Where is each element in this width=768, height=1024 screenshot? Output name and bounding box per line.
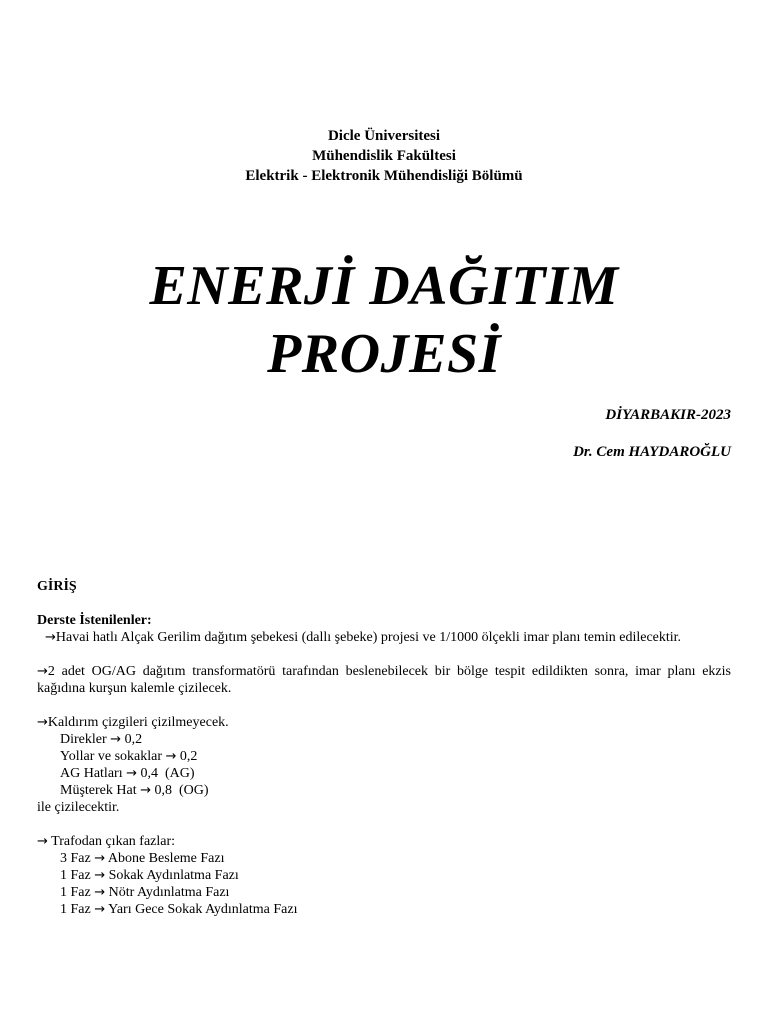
section-heading: GİRİŞ (37, 579, 77, 594)
list-item: 1 Faz → Sokak Aydınlatma Fazı (60, 868, 239, 883)
list-item: 1 Faz → Yarı Gece Sokak Aydınlatma Fazı (60, 902, 298, 917)
paragraph-3-text: Kaldırım çizgileri çizilmeyecek. (47, 715, 229, 730)
institution-header (0, 126, 768, 186)
list-item: 1 Faz → Nötr Aydınlatma Fazı (60, 885, 230, 900)
list-item: Yollar ve sokaklar → 0,2 (60, 749, 198, 764)
title-line-1: ENERJİ DAĞITIM (149, 255, 619, 317)
paragraph-4-text: Trafodan çıkan fazlar: (51, 834, 176, 849)
list-item: Müşterek Hat → 0,8 (OG) (60, 783, 209, 798)
university-name: Dicle Üniversitesi (327, 128, 441, 144)
arrow-icon: → (110, 732, 122, 747)
arrow-icon: → (37, 664, 48, 679)
paragraph-3 (37, 714, 731, 731)
arrow-icon: → (126, 766, 137, 781)
arrow-icon: → (94, 902, 106, 917)
place-year: DİYARBAKIR-2023 (605, 407, 731, 423)
arrow-icon: → (37, 834, 48, 849)
document-body (37, 578, 731, 918)
list-item: 3 Faz → Abone Besleme Fazı (60, 851, 225, 866)
line-width-list (37, 731, 731, 799)
arrow-icon: → (94, 885, 106, 900)
paragraph-1 (37, 629, 731, 646)
document-title (0, 252, 768, 388)
faculty-name: Mühendislik Fakültesi (312, 148, 456, 164)
list-item: Direkler → 0,2 (60, 732, 143, 747)
paragraph-4 (37, 833, 731, 850)
phase-list (37, 850, 731, 918)
arrow-icon: → (140, 783, 151, 798)
list-item: AG Hatları → 0,4 (AG) (60, 766, 195, 781)
arrow-icon: → (45, 630, 56, 645)
paragraph-1-text: Havai hatlı Alçak Gerilim dağıtım şebekesi (dallı şebeke) projesi ve 1/1000 ölçekli imar planı temin edilecektir. (55, 630, 682, 645)
arrow-icon: → (37, 715, 48, 730)
paragraph-2 (37, 663, 731, 697)
subheading: Derste İstenilenler: (37, 613, 152, 628)
list-end-text: ile çizilecektir. (37, 800, 120, 815)
author-name: Dr. Cem HAYDAROĞLU (573, 444, 731, 460)
department-name: Elektrik - Elektronik Mühendisliği Bölümü (245, 168, 523, 184)
paragraph-2-text: 2 adet OG/AG dağıtım transformatörü tarafından beslenebilecek bir bölge tespit edildikten sonra, imar planı ekzis kağıdına kurşun kalemle çizilecek. (37, 664, 731, 696)
arrow-icon: → (94, 851, 106, 866)
arrow-icon: → (94, 868, 106, 883)
title-line-2: PROJESİ (267, 323, 501, 385)
arrow-icon: → (165, 749, 177, 764)
